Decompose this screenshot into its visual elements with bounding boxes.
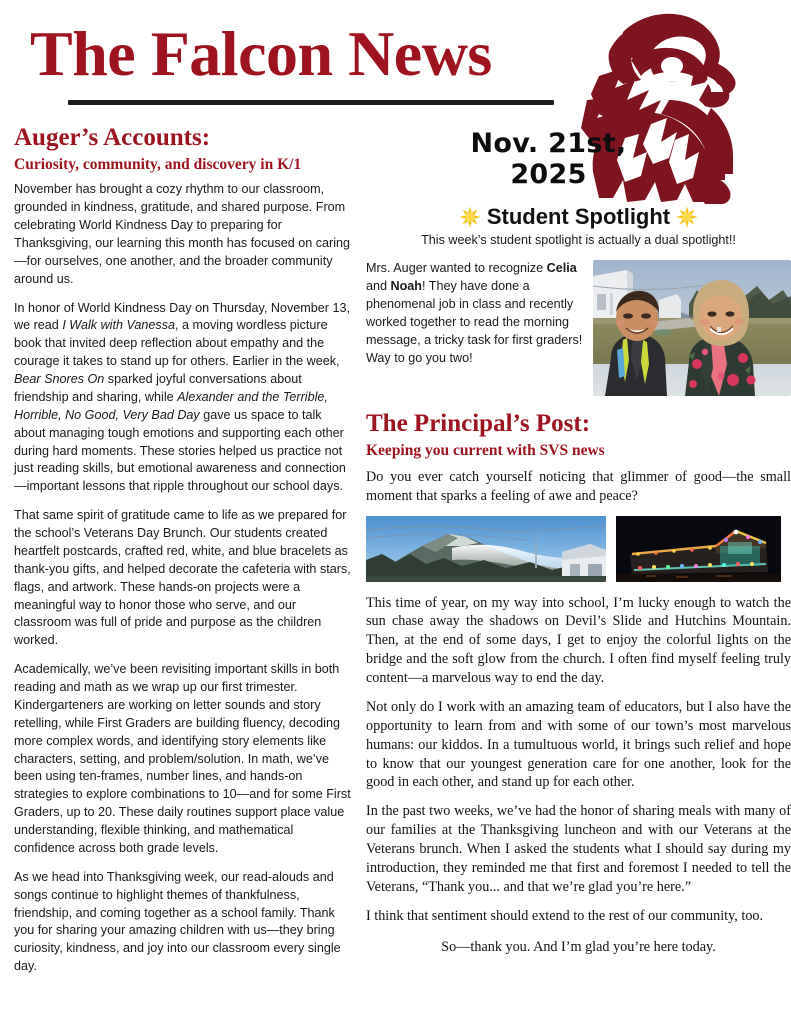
student-name-celia: Celia [546, 261, 577, 276]
paragraph: Not only do I work with an amazing team of educators, but I also have the opportunity to learn from and with some of our town’s most marvelous humans: our kiddos. In a tumultuous world, it brings such relief and hope to know that our youngest generation care for one another, look for the good in each other, and stand up for each other. [366, 698, 791, 791]
principals-post-title: The Principal’s Post: [366, 410, 591, 438]
principal-photo-row [366, 516, 791, 582]
left-column [14, 124, 366, 976]
paragraph: Do you ever catch yourself noticing that glimmer of good—the small moment that sparks a feeling of awe and peace? [366, 468, 791, 504]
principals-post-intro [366, 468, 791, 506]
paragraph: In the past two weeks, we’ve had the honor of sharing meals with many of our families at the Thanksgiving luncheon and with our Veterans at the Veterans brunch. When I asked the students what I should say during my introduction, they reminded me that first and foremost I needed to tell the Veterans, “Thank you... and that we’re glad you’re here.” [366, 803, 791, 895]
text-run: sparked joyful conversations about friendship and sharing, while [14, 372, 302, 404]
student-spotlight-title: Student Spotlight [486, 204, 671, 230]
paragraph: Academically, we’ve been revisiting important skills in both reading and math as we wrap up our first trimester. Kindergarteners are working on letter sounds and story retelling, while First Graders are building fluency, decoding more complex words, and identifying story elements like characters, setting, and problem/solution. In math, we’ve been using ten-frames, number lines, and hands-on strategies to explore combinations to 10—and for some First Graders, up to 20. These daily routines support place value understanding, flexible thinking, and mathematical confidence across both grade levels. [14, 662, 351, 855]
masthead-divider [68, 100, 554, 105]
principals-post-section [366, 410, 791, 956]
sun-icon [676, 206, 698, 228]
spotlight-paragraph [366, 260, 583, 396]
book-title-alexander: Alexander and the Terrible, Horrible, No Good, Very Bad Day [14, 389, 328, 422]
book-title-vanessa: I Walk with Vanessa [62, 318, 176, 333]
page-title: The Falcon News [30, 18, 492, 89]
text-run: and [366, 279, 391, 294]
text-run: In honor of World Kindness Day on Thursday, November 13, we read [14, 300, 351, 333]
issue-date-line1: Nov. 21st, [470, 128, 627, 159]
principal-closing-line: So—thank you. And I’m glad you’re here today. [441, 938, 716, 955]
issue-date-line2: 2025 [510, 159, 587, 191]
paragraph: This time of year, on my way into school, I’m lucky enough to watch the sun chase away the shadows on Devil’s Slide and Hutchins Mountain. Then, at the end of some days, I get to enjoy the colorful lights on the bridge and the soft glow from the church. I often find myself feeling truly content—a marvelous way to end the day. [366, 594, 791, 687]
augers-accounts-body [14, 181, 354, 976]
augers-accounts-title: Auger’s Accounts: [14, 124, 211, 151]
principals-post-body [366, 594, 791, 957]
paragraph: November has brought a cozy rhythm to our classroom, grounded in kindness, gratitude, and shared purpose. From celebrating World Kindness Day to preparing for Thanksgiving, our learning this month has focused on caring—for ourselves, one another, and the broader community around us. [14, 182, 351, 286]
paragraph-kindness [14, 300, 354, 497]
paragraph: As we head into Thanksgiving week, our read-alouds and songs continue to highlight themes of thankfulness, friendship, and coming together as a school family. Thank you for sharing your amazing children with us—they bring curiosity, kindness, and joy into our classroom every single day. [14, 869, 341, 974]
right-column [366, 124, 791, 956]
student-spotlight-header [366, 204, 791, 230]
masthead [0, 0, 791, 124]
book-title-bear-snores-on: Bear Snores On [14, 372, 105, 387]
paragraph: I think that sentiment should extend to the rest of our community, too. [366, 907, 764, 924]
principals-post-subtitle: Keeping you current with SVS news [366, 441, 605, 459]
mountain-photo [366, 516, 606, 582]
issue-date [366, 124, 791, 190]
student-name-noah: Noah [390, 279, 422, 294]
text-run: ! They have done a phenomenal job in class and recently worked together to read the morning message, a tricky task for first graders! Way to go you two! [366, 279, 583, 365]
two-students-photo [593, 260, 791, 396]
paragraph: That same spirit of gratitude came to life as we prepared for the school’s Veterans Day Brunch. Our students created heartfelt postcards, crafted red, white, and blue bracelets as thank-you gifts, and helped decorate the cafeteria with stars, flags, and artwork. These hands-on projects were a meaningful way to honor those who serve, and our classroom was full of pride and purpose as the children worked. [14, 508, 351, 648]
content-columns [0, 124, 791, 976]
sun-icon [459, 206, 481, 228]
text-run: Mrs. Auger wanted to recognize [366, 261, 547, 276]
student-spotlight-body [366, 260, 791, 396]
augers-accounts-subtitle: Curiosity, community, and discovery in K/1 [14, 155, 302, 173]
text-run: , a moving wordless picture book that invited deep reflection about empathy and the courage it takes to stand up for others. Earlier in the week, [14, 318, 340, 369]
text-run: gave us space to talk about managing tough emotions and supporting each other during hard moments. These stories helped us practice not just reading skills, but emotional awareness and connection—important lessons that ripple throughout our school days. [14, 407, 346, 494]
student-spotlight-subtitle: This week’s student spotlight is actually a dual spotlight!! [421, 233, 736, 248]
covered-bridge-lights-photo [616, 516, 781, 582]
